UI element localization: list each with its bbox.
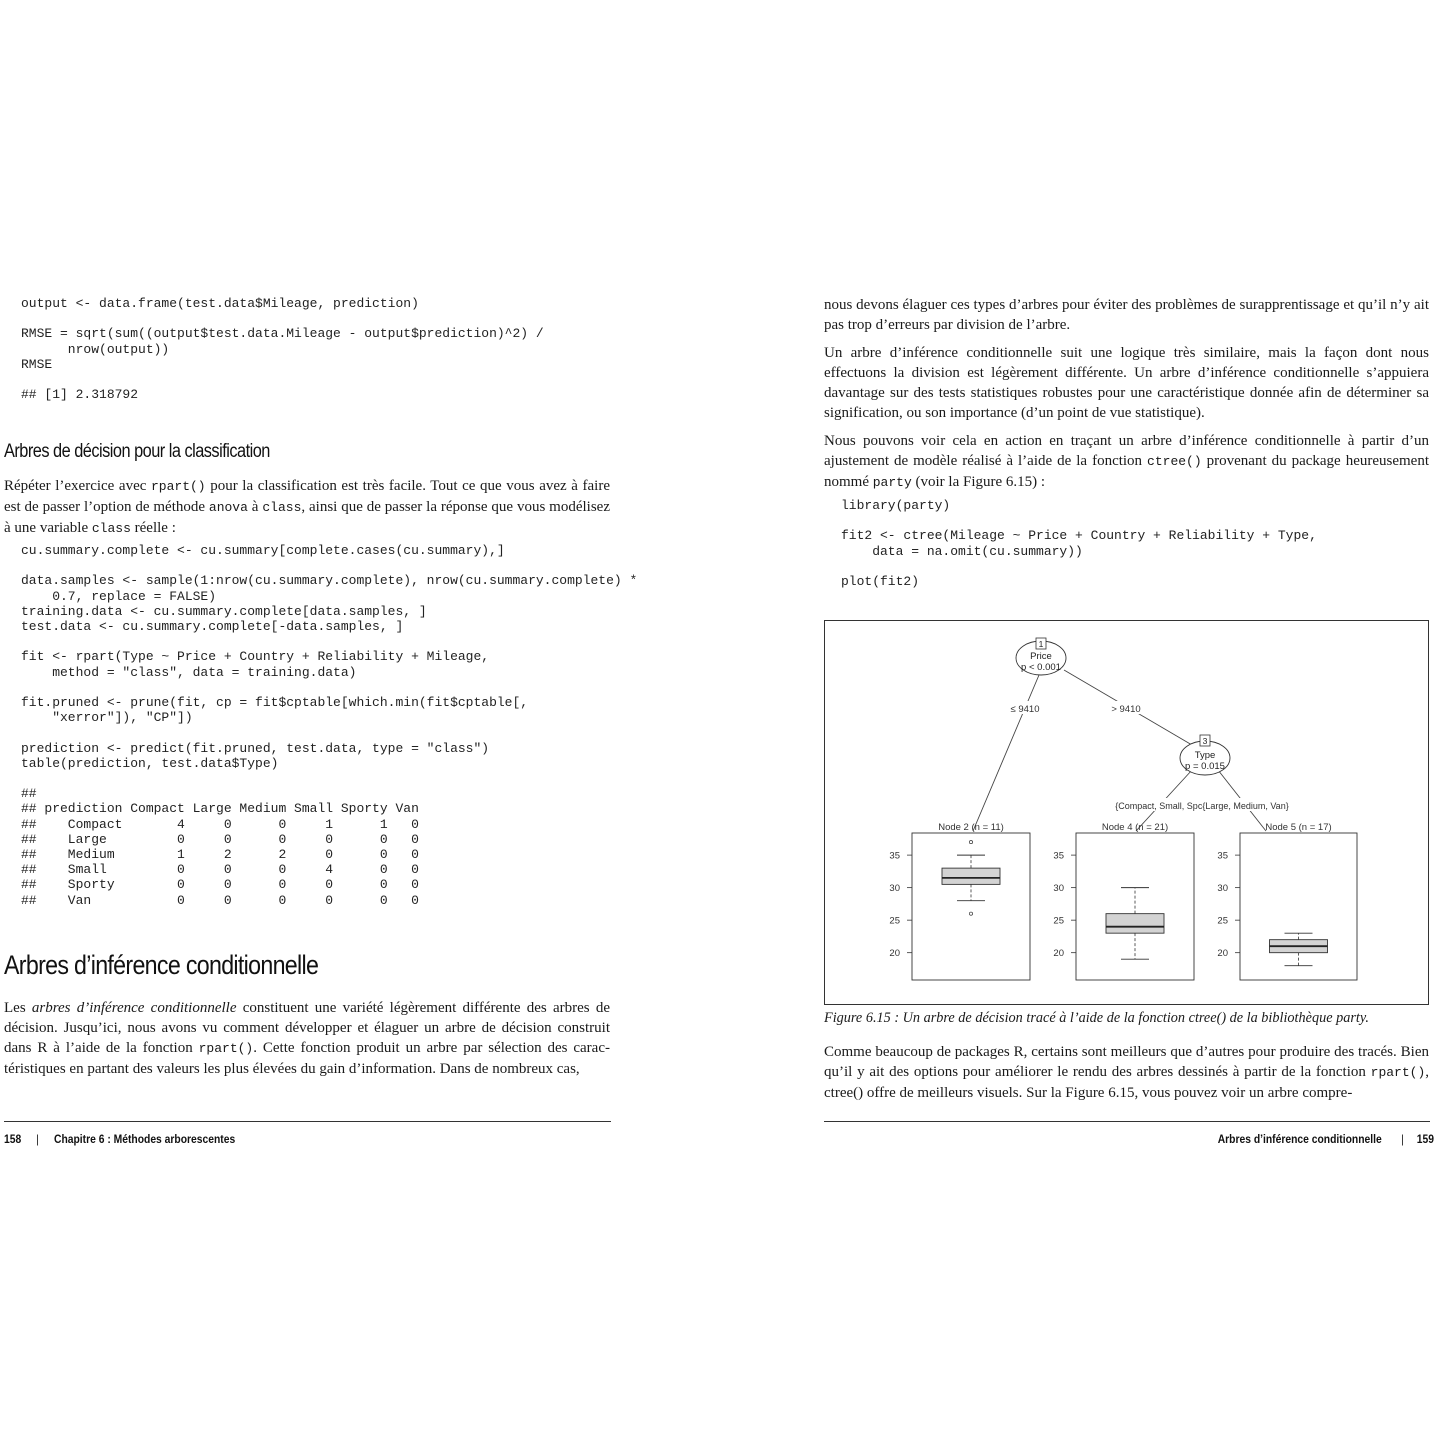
footer-rule bbox=[4, 1121, 611, 1122]
paragraph-continued: nous devons élaguer ces types d’arbres pour éviter des problèmes de surapprentissage et qu’il n’y ait pas trop d’erreurs par division de l’arbre. bbox=[824, 297, 1429, 333]
paragraph-classification bbox=[4, 476, 610, 539]
y-tick-label: 25 bbox=[1217, 915, 1228, 927]
inline-code: rpart() bbox=[151, 479, 206, 494]
y-tick-label: 30 bbox=[889, 883, 900, 895]
edge-label-type-split: {Compact, Small, Spc{Large, Medium, Van} bbox=[1115, 801, 1289, 811]
inline-code: rpart() bbox=[1370, 1065, 1426, 1080]
chapter-section-heading: Arbres d’inférence conditionnelle bbox=[4, 950, 319, 980]
footer-chapter-title: Chapitre 6 : Méthodes arborescentes bbox=[54, 1132, 236, 1146]
text-span: , ainsi que de passer la réponse que vous modélisez à une variable bbox=[4, 499, 610, 536]
section-heading-classification: Arbres de décision pour la classification bbox=[4, 441, 270, 462]
y-tick-label: 35 bbox=[889, 850, 900, 862]
terminal-node-label: Node 2 (n = 11) bbox=[938, 822, 1004, 833]
y-tick-label: 20 bbox=[889, 948, 900, 960]
text-span: Nous pouvons voir cela en action en traçant un arbre d’inférence conditionnelle à partir d’un ajustement de modèle réalisé à l’aide de la fonction bbox=[824, 433, 1429, 469]
text-span: Répéter l’exercice avec bbox=[4, 478, 151, 494]
inline-code: rpart() bbox=[198, 1041, 254, 1056]
text-span: à bbox=[247, 499, 263, 515]
text-span: (voir la Figure 6.15) : bbox=[911, 474, 1046, 490]
boxplot-box bbox=[942, 868, 1000, 884]
footer-separator: | bbox=[36, 1132, 39, 1146]
inline-code: class bbox=[91, 521, 131, 536]
y-tick-label: 30 bbox=[1217, 883, 1228, 895]
inline-code: class bbox=[262, 500, 302, 515]
y-tick-label: 20 bbox=[1053, 948, 1064, 960]
paragraph-packages bbox=[824, 1042, 1429, 1103]
page-number: 159 bbox=[1416, 1132, 1434, 1146]
right-page bbox=[812, 0, 1441, 1441]
y-tick-label: 25 bbox=[889, 915, 900, 927]
text-span: Les bbox=[4, 1000, 32, 1016]
edge-label-right: > 9410 bbox=[1111, 704, 1141, 715]
code-block-ctree: library(party) fit2 <- ctree(Mileage ~ Price + Country + Reliability + Type, data = na.omit(cu.summary)) plot(fit2) bbox=[841, 498, 1317, 590]
text-span: . Cette fonction produit un arbre par sélection des caractéristiques en partant des valeurs les plus élevées du gain d’information. Dans de nombreux cas, bbox=[4, 1040, 610, 1077]
text-span: Comme beaucoup de packages R, certains sont meilleurs que d’autres pour produire des tracés. Bien qu’il y ait des options pour améliorer le rendu des arbres dessinés à partir de la fonction bbox=[824, 1044, 1429, 1080]
terminal-node-label: Node 4 (n = 21) bbox=[1101, 822, 1169, 833]
text-span: constituent une variété légèrement différente des arbres de décision. Jusqu’ici, nous avons vu comment développer et élaguer un arbre de décision construit dans R à l’aide de la fonction bbox=[4, 1000, 610, 1056]
footer-rule bbox=[824, 1121, 1430, 1122]
node-variable: Type bbox=[1194, 750, 1216, 761]
boxplot-box bbox=[1106, 914, 1164, 934]
code-block-rmse: output <- data.frame(test.data$Mileage, prediction) RMSE = sqrt(sum((output$test.data.Mileage - output$prediction)^2) / nrow(output)) RMSE ## [1] 2.318792 bbox=[21, 296, 544, 403]
footer-section-title: Arbres d’inférence conditionnelle bbox=[1217, 1132, 1382, 1146]
y-tick-label: 25 bbox=[1053, 915, 1064, 927]
text-span: pour la classification est très facile. Tout ce que vous avez à faire est de passer l’option de méthode bbox=[4, 478, 610, 515]
edge-label-left: ≤ 9410 bbox=[1010, 704, 1040, 715]
y-tick-label: 30 bbox=[1053, 883, 1064, 895]
node-p-value: p = 0.015 bbox=[1185, 761, 1225, 772]
y-tick-label: 20 bbox=[1217, 948, 1228, 960]
paragraph-inference-logic: Un arbre d’inférence conditionnelle suit une logique très similaire, mais la façon dont nous effectuons la division est légèrement différente. Un arbre d’inférence conditionnelle s’appuiera davantage sur des tests statistiques robustes pour une caractéristique donnée afin de déterminer sa signification, ou son importance (d’un point de vue statistique). bbox=[824, 345, 1429, 421]
page-number: 158 bbox=[4, 1132, 22, 1146]
text-span: réelle : bbox=[130, 520, 176, 536]
terminal-nodes bbox=[889, 822, 1357, 980]
paragraph-ctree-intro bbox=[824, 431, 1429, 493]
node-id: 1 bbox=[1038, 639, 1044, 649]
text-span: , ctree() offre de meilleurs visuels. Sur la Figure 6.15, vous pouvez voir un arbre compre- bbox=[824, 1064, 1429, 1101]
code-block-classification: cu.summary.complete <- cu.summary[complete.cases(cu.summary),] data.samples <- sample(1:nrow(cu.summary.complete), nrow(cu.summary.complete) * 0.7, replace = FALSE) training.data <- cu.summary.complete[data.samples, ] test.data <- cu.summary.complete[-data.samples, ] fit <- rpart(Type ~ Price + Country + Reliability + Mileage, method = "class", data = training.data) fit.pruned <- prune(fit, cp = fit$cptable[which.min(fit$cptable[, "xerror"]), "CP"]) prediction <- predict(fit.pruned, test.data, type = "class") table(prediction, test.data$Type) ## ## prediction Compact Large Medium Small Sporty Van ## Compact 4 0 0 1 1 0 ## Large 0 0 0 0 0 0 ## Medium 1 2 2 0 0 0 ## Small 0 0 0 4 0 0 ## Sporty 0 0 0 0 0 0 ## Van 0 0 0 0 0 0 bbox=[21, 543, 638, 908]
inline-code: party bbox=[872, 475, 912, 490]
left-page bbox=[0, 0, 638, 1441]
inline-code: ctree() bbox=[1147, 454, 1202, 469]
paragraph-inference bbox=[4, 998, 610, 1079]
terminal-node-label: Node 5 (n = 17) bbox=[1265, 822, 1332, 833]
node-p-value: p < 0.001 bbox=[1021, 662, 1061, 673]
emphasis-text: arbres d’inférence conditionnelle bbox=[31, 1000, 237, 1016]
node-id: 3 bbox=[1202, 736, 1208, 746]
text-span: provenant du package heureusement nommé bbox=[824, 453, 1429, 490]
ctree-figure bbox=[824, 620, 1430, 1006]
y-tick-label: 35 bbox=[1217, 850, 1228, 862]
y-tick-label: 35 bbox=[1053, 850, 1064, 862]
page-footer bbox=[812, 1132, 1434, 1148]
figure-caption: Figure 6.15 : Un arbre de décision tracé à l’aide de la fonction ctree() de la bibliothèque party. bbox=[824, 1010, 1369, 1026]
node-variable: Price bbox=[1030, 651, 1052, 662]
inline-code: anova bbox=[208, 500, 248, 515]
footer-separator: | bbox=[1401, 1132, 1404, 1146]
